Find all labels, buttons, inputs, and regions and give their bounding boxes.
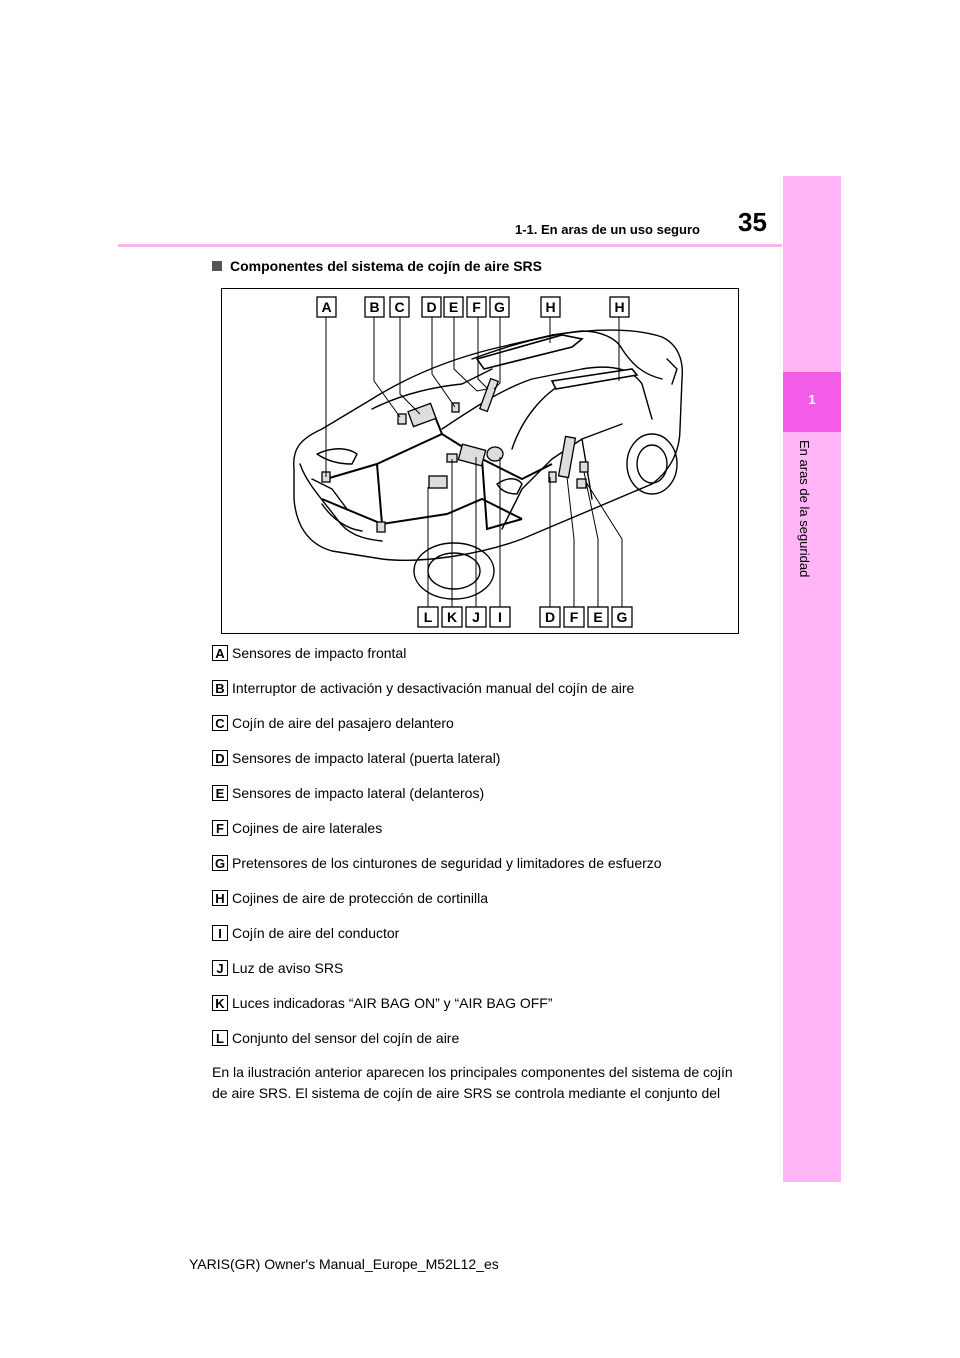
legend-item bbox=[212, 995, 553, 1011]
legend-letter-badge: I bbox=[212, 925, 228, 941]
front-side-sensor-icon bbox=[580, 462, 588, 472]
section-title: 1-1. En aras de un uso seguro bbox=[515, 222, 700, 237]
figure-label-bottom-E bbox=[588, 607, 608, 627]
legend-text: Sensores de impacto lateral (delanteros) bbox=[232, 785, 485, 801]
figure-label-top-H2 bbox=[610, 297, 629, 317]
srs-components bbox=[322, 379, 588, 532]
warning-indicator-icon bbox=[458, 444, 485, 466]
svg-text:D: D bbox=[426, 299, 437, 315]
legend-letter-badge: E bbox=[212, 785, 228, 801]
chapter-side-tab bbox=[783, 176, 841, 1182]
figure-label-bottom-L bbox=[418, 607, 438, 627]
svg-text:F: F bbox=[569, 609, 579, 625]
header-divider bbox=[118, 244, 782, 247]
svg-text:I: I bbox=[498, 609, 502, 625]
square-bullet-icon bbox=[212, 261, 222, 271]
front-sensor-right-icon bbox=[377, 522, 385, 532]
legend-item bbox=[212, 715, 454, 731]
legend-text: Cojines de aire laterales bbox=[232, 820, 383, 836]
svg-text:B: B bbox=[369, 299, 380, 315]
section-heading-text: Componentes del sistema de cojín de aire SRS bbox=[230, 258, 542, 274]
legend-text: Cojines de aire de protección de cortinilla bbox=[232, 890, 489, 906]
legend-letter-badge: H bbox=[212, 890, 228, 906]
svg-text:J: J bbox=[472, 609, 480, 625]
figure-label-top-D bbox=[422, 297, 441, 317]
legend-letter-badge: C bbox=[212, 715, 228, 731]
legend-letter-badge: G bbox=[212, 855, 228, 871]
bottom-labels bbox=[418, 607, 632, 627]
figure-label-top-B bbox=[365, 297, 384, 317]
legend-item bbox=[212, 820, 382, 836]
top-labels bbox=[317, 297, 629, 317]
legend-letter-badge: L bbox=[212, 1030, 228, 1046]
svg-text:G: G bbox=[616, 609, 628, 625]
svg-text:K: K bbox=[446, 609, 458, 625]
legend-text: Sensores de impacto lateral (puerta lateral) bbox=[232, 750, 501, 766]
figure-label-top-C bbox=[390, 297, 409, 317]
figure-label-bottom-I bbox=[490, 607, 510, 627]
legend-text: Luces indicadoras “AIR BAG ON” y “AIR BAG OFF” bbox=[232, 995, 553, 1011]
legend-letter-badge: B bbox=[212, 680, 228, 696]
svg-text:L: L bbox=[423, 609, 433, 625]
figure-label-top-F bbox=[467, 297, 486, 317]
srs-components-figure bbox=[221, 288, 739, 634]
legend-letter-badge: K bbox=[212, 995, 228, 1011]
legend-item bbox=[212, 890, 488, 906]
chapter-number: 1 bbox=[808, 392, 816, 407]
legend-letter-badge: J bbox=[212, 960, 228, 976]
legend-item bbox=[212, 1030, 459, 1046]
figure-label-top-H1 bbox=[541, 297, 560, 317]
figure-label-bottom-G bbox=[612, 607, 632, 627]
svg-text:A: A bbox=[321, 299, 332, 315]
figure-label-top-E bbox=[444, 297, 463, 317]
pretensioner-icon bbox=[577, 479, 586, 488]
svg-text:E: E bbox=[593, 609, 603, 625]
svg-text:D: D bbox=[544, 609, 556, 625]
wiring-harness bbox=[322, 409, 552, 529]
legend-text: Sensores de impacto frontal bbox=[232, 645, 407, 661]
figure-label-bottom-K bbox=[442, 607, 462, 627]
legend-text: Pretensores de los cinturones de seguridad y limitadores de esfuerzo bbox=[232, 855, 662, 871]
figure-label-bottom-D bbox=[540, 607, 560, 627]
car-airbag-diagram bbox=[222, 289, 740, 635]
figure-label-top-A bbox=[317, 297, 336, 317]
legend-item bbox=[212, 750, 500, 766]
legend-letter-badge: F bbox=[212, 820, 228, 836]
svg-text:E: E bbox=[448, 299, 459, 315]
airbag-sensor-assembly-icon bbox=[429, 476, 447, 488]
svg-text:H: H bbox=[545, 299, 556, 315]
figure-label-bottom-F bbox=[564, 607, 584, 627]
steering-airbag-icon bbox=[487, 447, 503, 461]
legend-item bbox=[212, 960, 343, 976]
side-airbag-right-icon bbox=[559, 436, 576, 477]
legend-text: Cojín de aire del conductor bbox=[232, 925, 400, 941]
section-heading bbox=[212, 258, 542, 274]
svg-text:F: F bbox=[472, 299, 481, 315]
legend-letter-badge: D bbox=[212, 750, 228, 766]
legend-text: Interruptor de activación y desactivación manual del cojín de aire bbox=[232, 680, 635, 696]
legend-item bbox=[212, 855, 662, 871]
curtain-airbags bbox=[477, 335, 637, 389]
svg-text:G: G bbox=[494, 299, 505, 315]
legend-item bbox=[212, 680, 634, 696]
legend-item bbox=[212, 785, 484, 801]
figure-label-bottom-J bbox=[466, 607, 486, 627]
page-number: 35 bbox=[738, 207, 767, 237]
legend-text: Luz de aviso SRS bbox=[232, 960, 344, 976]
legend-text: Conjunto del sensor del cojín de aire bbox=[232, 1030, 460, 1046]
legend-text: Cojín de aire del pasajero delantero bbox=[232, 715, 454, 731]
legend-item bbox=[212, 925, 399, 941]
legend-letter-badge: A bbox=[212, 645, 228, 661]
body-paragraph: En la ilustración anterior aparecen los principales componentes del sistema de cojín de aire SRS. El sistema de cojín de aire SRS se controla mediante el conjunto del bbox=[212, 1064, 733, 1101]
svg-text:H: H bbox=[614, 299, 625, 315]
legend-item bbox=[212, 645, 406, 661]
footer-manual-id: YARIS(GR) Owner's Manual_Europe_M52L12_es bbox=[189, 1256, 499, 1272]
figure-label-top-G bbox=[490, 297, 509, 317]
svg-text:C: C bbox=[394, 299, 405, 315]
chapter-title: En aras de la seguridad bbox=[797, 440, 812, 578]
